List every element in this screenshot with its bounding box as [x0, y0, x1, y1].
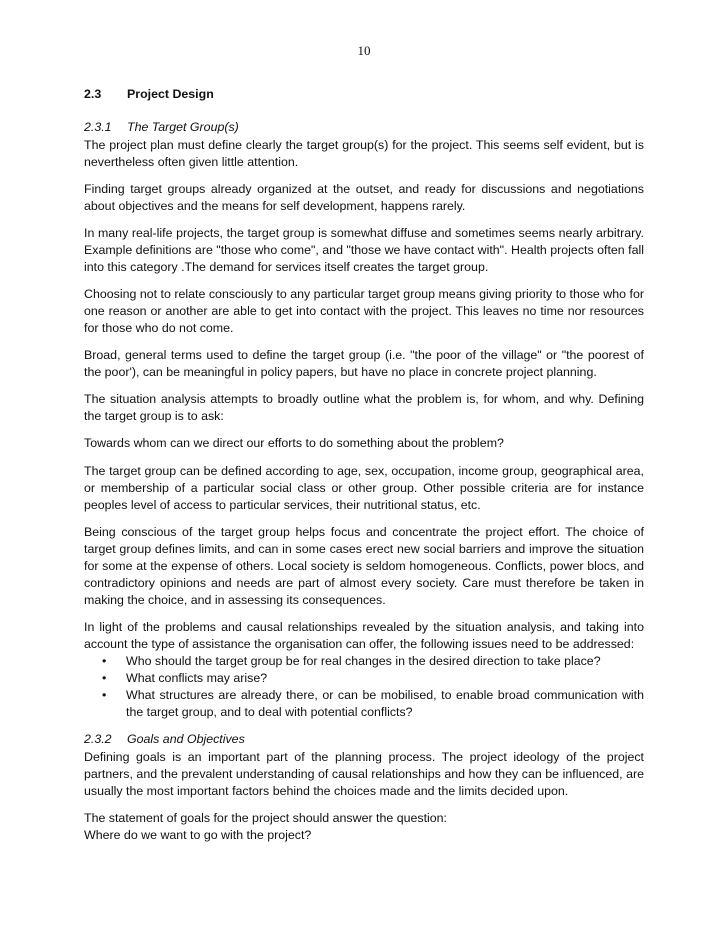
bullet-icon: •	[102, 688, 107, 702]
subsection-number: 2.3.1	[84, 120, 112, 134]
subsection-title: The Target Group(s)	[127, 120, 239, 134]
section-number: 2.3	[84, 87, 102, 101]
paragraph: The statement of goals for the project should answer the question:	[84, 811, 447, 825]
paragraph: The target group can be defined according to age, sex, occupation, income group, geographical area, or membership of a particular social class or other group. Other possible criteria are for instance peoples level of access to particular services, their nutritional status, etc.	[84, 464, 644, 512]
paragraph: Choosing not to relate consciously to any particular target group means giving priority to those who for one reason or another are able to get into contact with the project. This leaves no time nor resources for those who do not come.	[84, 287, 644, 335]
paragraph: In light of the problems and causal relationships revealed by the situation analysis, and taking into account the type of assistance the organisation can offer, the following issues need to be addressed:	[84, 620, 644, 651]
list-item-text: Who should the target group be for real changes in the desired direction to take place?	[126, 654, 601, 668]
paragraph: Broad, general terms used to define the target group (i.e. "the poor of the village" or "the poorest of the poor'), can be meaningful in policy papers, but have no place in concrete project planning.	[84, 348, 644, 379]
page-content	[84, 86, 644, 844]
list-item	[84, 653, 644, 670]
paragraph: Where do we want to go with the project?	[84, 828, 312, 842]
list-item-text: What conflicts may arise?	[126, 671, 268, 685]
list-item-text: What structures are already there, or can be mobilised, to enable broad communication with the target group, and to deal with potential conflicts?	[126, 688, 644, 719]
subsection-heading-goals	[84, 731, 644, 748]
paragraph: In many real-life projects, the target group is somewhat diffuse and sometimes seems nearly arbitrary. Example definitions are "those who come", and "those we have contact with". Health projects often fall into this category .The demand for services itself creates the target group.	[84, 226, 644, 274]
paragraph: Towards whom can we direct our efforts to do something about the problem?	[84, 436, 504, 450]
subsection-number: 2.3.2	[84, 732, 112, 746]
subsection-title: Goals and Objectives	[127, 732, 245, 746]
paragraph: The project plan must define clearly the target group(s) for the project. This seems self evident, but is nevertheless often given little attention.	[84, 138, 644, 169]
list-item	[84, 670, 644, 687]
list-item	[84, 687, 644, 721]
section-title: Project Design	[127, 87, 214, 101]
bullet-icon: •	[102, 654, 107, 668]
subsection-heading-target-group	[84, 119, 644, 136]
paragraph: Being conscious of the target group helps focus and concentrate the project effort. The choice of target group defines limits, and can in some cases erect new social barriers and improve the situation for some at the expense of others. Local society is seldom homogeneous. Conflicts, power blocs, and contradictory opinions and needs are part of almost every society. Care must therefore be taken in making the choice, and in assessing its consequences.	[84, 525, 644, 607]
bullet-icon: •	[102, 671, 107, 685]
section-heading	[84, 86, 644, 103]
paragraph: Finding target groups already organized at the outset, and ready for discussions and negotiations about objectives and the means for self development, happens rarely.	[84, 182, 644, 213]
issues-list	[84, 653, 644, 721]
page-number: 10	[357, 43, 371, 58]
paragraph: The situation analysis attempts to broadly outline what the problem is, for whom, and why. Defining the target group is to ask:	[84, 392, 644, 423]
paragraph: Defining goals is an important part of the planning process. The project ideology of the project partners, and the prevalent understanding of causal relationships and how they can be influenced, are usually the most important factors behind the choices made and the limits decided upon.	[84, 750, 644, 798]
